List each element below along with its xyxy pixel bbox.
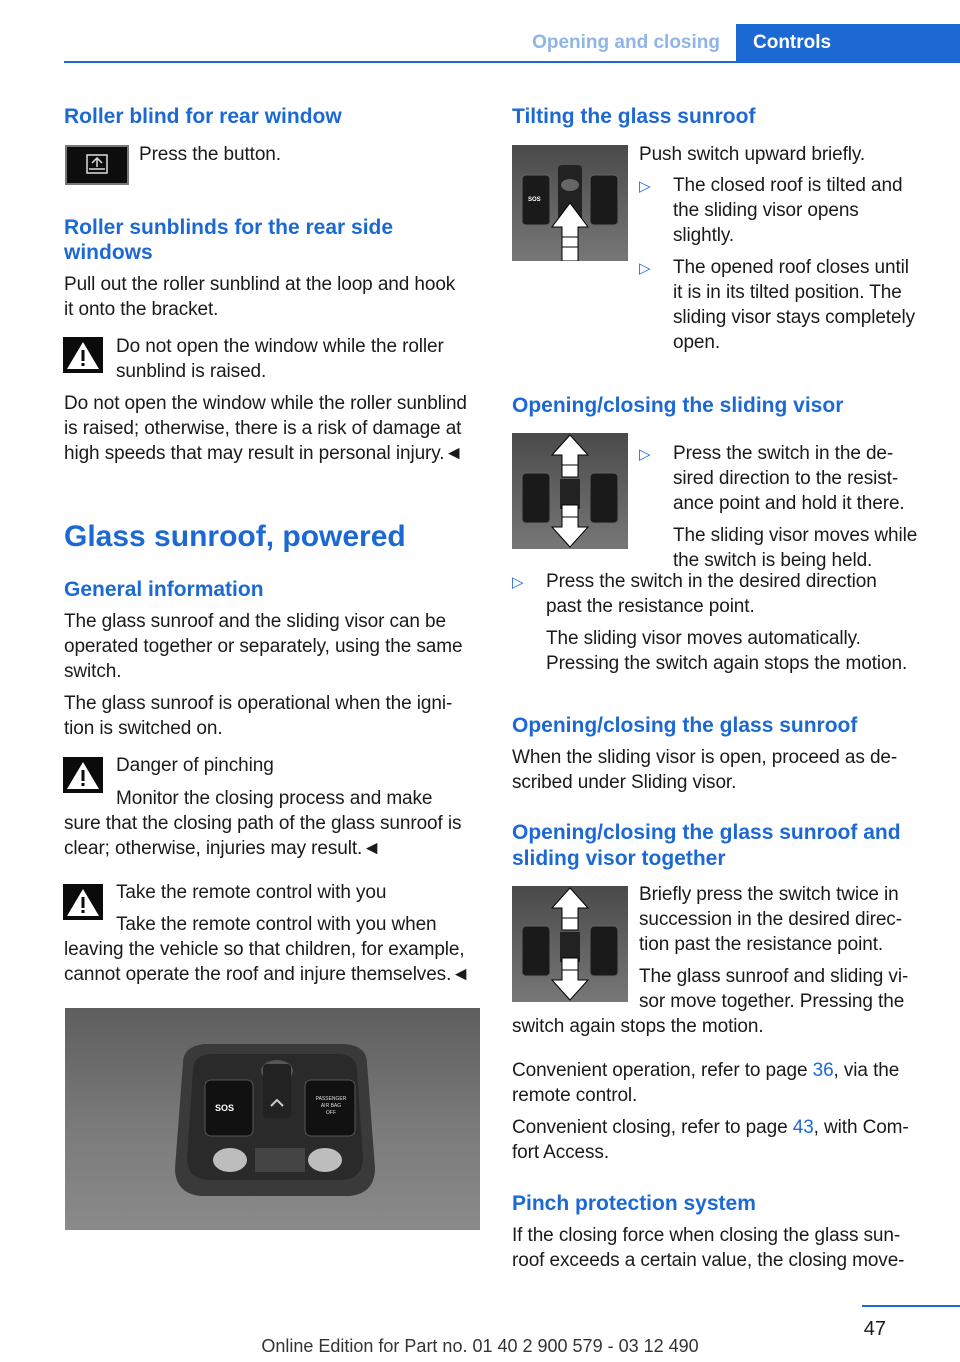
warning-icon <box>63 337 103 373</box>
visor-b1-l4: The sliding visor moves while <box>673 525 918 546</box>
pinch-l1: Monitor the closing process and make <box>116 788 433 809</box>
operational-l2: tion is switched on. <box>64 718 223 739</box>
together-l5: sor move together. Pressing the <box>639 991 905 1012</box>
remote-l1: Take the remote control with you when <box>116 914 437 935</box>
heading-roller-side-l2: windows <box>64 241 153 264</box>
roller-rear-text: Press the button. <box>139 144 281 165</box>
warn-roller-l1: Do not open the window while the roller <box>116 336 444 357</box>
heading-sliding-visor: Opening/closing the sliding visor <box>512 394 844 417</box>
together-l1: Briefly press the switch twice in <box>639 884 899 905</box>
tilting-b1-l1: The closed roof is tilted and <box>673 175 903 196</box>
bullet-icon: ▷ <box>639 260 651 277</box>
page-title-sunroof: Glass sunroof, powered <box>64 520 406 553</box>
bullet-icon: ▷ <box>639 446 651 463</box>
visor-b1-l5: the switch is being held. <box>673 550 873 571</box>
heading-roller-side-l1: Roller sunblinds for the rear side <box>64 216 394 239</box>
warning-icon <box>63 757 103 793</box>
passenger-airbag-label <box>311 1096 351 1117</box>
operational-l1: The glass sunroof is operational when the igni- <box>64 693 453 714</box>
pinch-protection-l1: If the closing force when closing the glass sun- <box>512 1225 901 1246</box>
together-l6: switch again stops the motion. <box>512 1016 764 1037</box>
page-link-36[interactable]: 36 <box>812 1060 834 1081</box>
convenient-cl-pre: Convenient closing, refer to page <box>512 1117 793 1138</box>
bullet-icon: ▷ <box>512 574 524 591</box>
footer-rule <box>862 1305 960 1307</box>
tilting-b2-l4: open. <box>673 332 721 353</box>
visor-b2-l2: past the resistance point. <box>546 596 755 617</box>
switch-up-image <box>512 145 628 261</box>
pinch-title: Danger of pinching <box>116 755 274 776</box>
header-section-title: Opening and closing <box>532 32 720 53</box>
tilting-b1-l3: slightly. <box>673 225 735 246</box>
warn-roller-l2: sunblind is raised. <box>116 361 267 382</box>
tilting-b1-l2: the sliding visor opens <box>673 200 859 221</box>
roof-l1: When the sliding visor is open, proceed as de- <box>512 747 898 768</box>
heading-roller-rear: Roller blind for rear window <box>64 105 342 128</box>
visor-b1-l2: sired direction to the resist- <box>673 468 899 489</box>
visor-b1-l3: ance point and hold it there. <box>673 493 905 514</box>
roller-body-l1: Do not open the window while the roller sunblind <box>64 393 467 414</box>
tilting-b2-l2: it is in its tilted position. The <box>673 282 902 303</box>
tilting-intro: Push switch upward briefly. <box>639 144 866 165</box>
visor-b2-l1: Press the switch in the desired direction <box>546 571 877 592</box>
together-l4: The glass sunroof and sliding vi- <box>639 966 909 987</box>
roller-body-l2: is raised; otherwise, there is a risk of damage at <box>64 418 462 439</box>
heading-together-l1: Opening/closing the glass sunroof and <box>512 821 901 844</box>
footer-edition: Online Edition for Part no. 01 40 2 900 579 - 03 12 490 <box>261 1336 699 1356</box>
general-l2: operated together or separately, using the same <box>64 636 463 657</box>
header-rule <box>64 61 960 63</box>
mini-sos-label: SOS <box>528 197 541 203</box>
roller-side-text-l1: Pull out the roller sunblind at the loop and hook <box>64 274 456 295</box>
visor-b2-l4: Pressing the switch again stops the motion. <box>546 653 908 674</box>
page-number: 47 <box>863 1318 886 1340</box>
visor-b1-l1: Press the switch in the de- <box>673 443 894 464</box>
convenient-op-pre: Convenient operation, refer to page <box>512 1060 813 1081</box>
general-l3: switch. <box>64 661 122 682</box>
convenient-cl-l2: fort Access. <box>512 1142 610 1163</box>
heading-glass-sunroof: Opening/closing the glass sunroof <box>512 714 858 737</box>
heading-general-info: General information <box>64 578 264 601</box>
convenient-op-post: , via the <box>833 1060 900 1081</box>
convenient-cl-l1 <box>512 1115 909 1140</box>
header-chapter-tab: Controls <box>736 24 960 62</box>
together-l3: tion past the resistance point. <box>639 934 884 955</box>
roller-blind-button-icon <box>65 145 129 185</box>
heading-tilting: Tilting the glass sunroof <box>512 105 756 128</box>
convenient-cl-post: , with Com- <box>813 1117 909 1138</box>
roller-side-text-l2: it onto the bracket. <box>64 299 219 320</box>
page-link-43[interactable]: 43 <box>792 1117 814 1138</box>
visor-b2-l3: The sliding visor moves automatically. <box>546 628 861 649</box>
pinch-l3: clear; otherwise, injuries may result.◄ <box>64 838 381 859</box>
roller-body-l3: high speeds that may result in personal injury.◄ <box>64 443 464 464</box>
page-header <box>64 24 960 62</box>
passenger-label-l3: OFF <box>326 1110 336 1116</box>
overhead-console-photo <box>65 1008 480 1230</box>
roof-l2: scribed under Sliding visor. <box>512 772 737 793</box>
tilting-b2-l1: The opened roof closes until <box>673 257 909 278</box>
together-l2: succession in the desired direc- <box>639 909 902 930</box>
passenger-label-l2: AIR BAG <box>320 1103 342 1109</box>
general-l1: The glass sunroof and the sliding visor can be <box>64 611 446 632</box>
switch-updown-image <box>512 433 628 549</box>
warning-icon <box>63 884 103 920</box>
heading-together-l2: sliding visor together <box>512 847 726 870</box>
convenient-op-l2: remote control. <box>512 1085 638 1106</box>
passenger-label-l1: PASSENGER <box>315 1096 347 1102</box>
switch-updown-image <box>512 886 628 1002</box>
bullet-icon: ▷ <box>639 178 651 195</box>
pinch-l2: sure that the closing path of the glass sunroof is <box>64 813 462 834</box>
remote-title: Take the remote control with you <box>116 882 387 903</box>
remote-l3: cannot operate the roof and injure themselves.◄ <box>64 964 470 985</box>
pinch-protection-l2: roof exceeds a certain value, the closing move- <box>512 1250 905 1271</box>
sos-button-label: SOS <box>215 1103 235 1113</box>
tilting-b2-l3: sliding visor stays completely <box>673 307 915 328</box>
convenient-op-l1 <box>512 1058 899 1083</box>
heading-pinch-protection: Pinch protection system <box>512 1192 756 1215</box>
remote-l2: leaving the vehicle so that children, for example, <box>64 939 465 960</box>
